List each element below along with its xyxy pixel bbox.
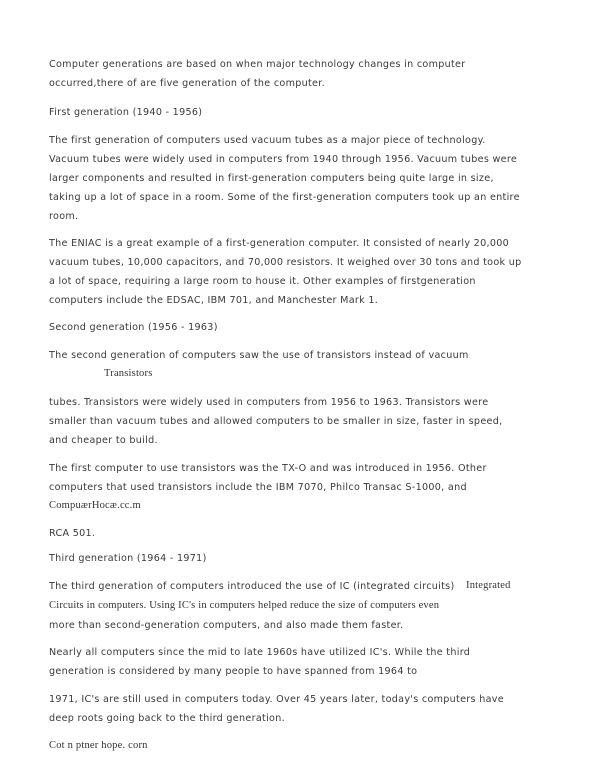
paragraph-line: a lot of space, requiring a large room to house it. Other examples of firstgeneration bbox=[49, 276, 476, 287]
paragraph-line: tubes. Transistors were widely used in computers from 1956 to 1963. Transistors were bbox=[49, 397, 489, 408]
paragraph-line: 1971, IC's are still used in computers today. Over 45 years later, today's computers have bbox=[49, 694, 504, 705]
paragraph-line: The first generation of computers used vacuum tubes as a major piece of technology. bbox=[49, 135, 486, 146]
paragraph-line: RCA 501. bbox=[49, 528, 96, 539]
paragraph-line: smaller than vacuum tubes and allowed computers to be smaller in size, faster in speed, bbox=[49, 416, 503, 427]
paragraph-line: room. bbox=[49, 211, 79, 222]
paragraph-line: Vacuum tubes were widely used in computers from 1940 through 1956. Vacuum tubes were bbox=[49, 154, 518, 165]
third-generation-heading: Third generation (1964 - 1971) bbox=[49, 553, 207, 564]
paragraph-line: deep roots going back to the third generation. bbox=[49, 713, 285, 724]
paragraph-line: The third generation of computers introduced the use of IC (integrated circuits) bbox=[49, 581, 455, 592]
first-generation-heading: First generation (1940 - 1956) bbox=[49, 107, 203, 118]
footer-ocr-text: Cot n ptner hope. corn bbox=[49, 740, 148, 751]
paragraph-line: Circuits in computers. Using IC's in computers helped reduce the size of computers even bbox=[49, 600, 440, 611]
paragraph-line: The second generation of computers saw the use of transistors instead of vacuum bbox=[49, 350, 469, 361]
paragraph-line: The first computer to use transistors was the TX-O and was introduced in 1956. Other bbox=[49, 463, 487, 474]
ocr-artifact-text: Transistors bbox=[104, 368, 153, 379]
paragraph-line: larger components and resulted in first-generation computers being quite large in size, bbox=[49, 173, 494, 184]
paragraph-line: and cheaper to build. bbox=[49, 435, 158, 446]
paragraph-line: computers include the EDSAC, IBM 701, and Manchester Mark 1. bbox=[49, 295, 379, 306]
paragraph-line: taking up a lot of space in a room. Some of the first-generation computers took up an entire bbox=[49, 192, 520, 203]
intro-line: occurred,there of are five generation of the computer. bbox=[49, 78, 325, 89]
intro-line: Computer generations are based on when major technology changes in computer bbox=[49, 59, 466, 70]
paragraph-line: more than second-generation computers, and also made them faster. bbox=[49, 620, 404, 631]
paragraph-line: generation is considered by many people to have spanned from 1964 to bbox=[49, 666, 418, 677]
paragraph-line: computers that used transistors include the IBM 7070, Philco Transac S-1000, and bbox=[49, 482, 467, 493]
paragraph-line: vacuum tubes, 10,000 capacitors, and 70,000 resistors. It weighed over 30 tons and took up bbox=[49, 257, 522, 268]
paragraph-line: Nearly all computers since the mid to late 1960s have utilized IC's. While the third bbox=[49, 647, 471, 658]
ocr-artifact-text: Integrated bbox=[466, 580, 511, 591]
paragraph-line: The ENIAC is a great example of a first-generation computer. It consisted of nearly 20,000 bbox=[49, 238, 510, 249]
second-generation-heading: Second generation (1956 - 1963) bbox=[49, 322, 218, 333]
ocr-artifact-text: CompuærHocæ.cc.m bbox=[49, 500, 141, 511]
